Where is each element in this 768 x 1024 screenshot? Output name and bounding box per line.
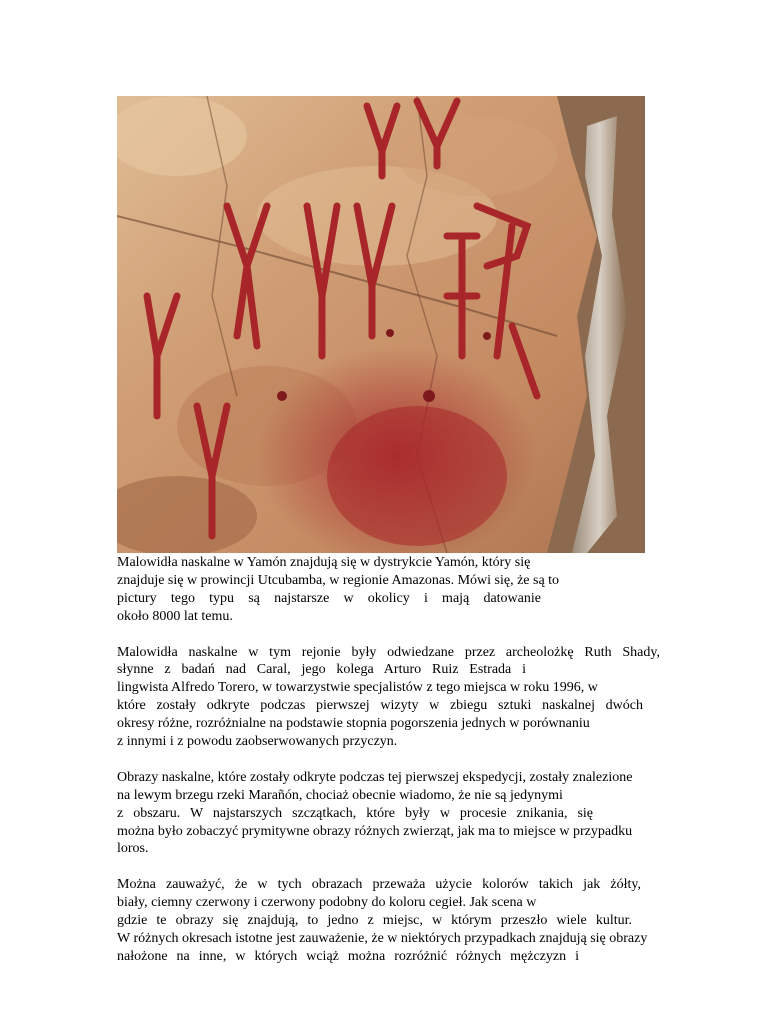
text-line: można było zobaczyć prymitywne obrazy różnych zwierząt, jak ma to miejsce w przypadku xyxy=(117,823,633,839)
text-line: gdzie te obrazy się znajdują, to jedno z miejsc, w którym przeszło wiele kultur. xyxy=(117,913,632,929)
text-line: Malowidła naskalne w tym rejonie były odwiedzane przez archeolożkę Ruth Shady, xyxy=(117,644,660,660)
text-line: Można zauważyć, że w tych obrazach przeważa użycie kolorów takich jak żółty, xyxy=(117,877,641,893)
document-text xyxy=(117,554,692,966)
text-line: W różnych okresach istotne jest zauważenie, że w niektórych przypadkach znajdują się obrazy xyxy=(117,930,648,946)
text-line: Obrazy naskalne, które zostały odkryte podczas tej pierwszej ekspedycji, zostały znalezione xyxy=(117,769,633,785)
text-line: okresy różne, rozróżnialne na podstawie stopnia pogorszenia jednych w porównaniu xyxy=(117,716,590,732)
text-line: około 8000 lat temu. xyxy=(117,608,233,624)
text-line: Malowidła naskalne w Yamón znajdują się w dystrykcie Yamón, który się xyxy=(117,555,531,570)
text-line: słynne z badań nad Caral, jego kolega Arturo Ruiz Estrada i xyxy=(117,662,526,678)
text-line: z innymi i z powodu zaobserwowanych przyczyn. xyxy=(117,734,398,750)
text-line: nałożone na inne, w których wciąż można rozróżnić różnych mężczyzn i xyxy=(117,948,579,964)
text-line: na lewym brzegu rzeki Marañón, chociaż obecnie wiadomo, że nie są jedynymi xyxy=(117,787,563,803)
cave-painting-photo xyxy=(117,96,645,553)
paragraph-4 xyxy=(117,876,692,966)
text-line: lingwista Alfredo Torero, w towarzystwie specjalistów z tego miejsca w roku 1996, w xyxy=(117,680,598,696)
paragraph-2 xyxy=(117,644,692,751)
text-line: loros. xyxy=(117,841,149,857)
cave-painting-image xyxy=(117,96,645,553)
paragraph-1 xyxy=(117,554,692,626)
text-line: znajduje się w prowincji Utcubamba, w regionie Amazonas. Mówi się, że są to xyxy=(117,572,560,588)
text-line: które zostały odkryte podczas pierwszej wizyty w zbiegu sztuki naskalnej dwóch xyxy=(117,698,643,714)
text-line: z obszaru. W najstarszych szczątkach, które były w procesie znikania, się xyxy=(117,805,593,821)
paragraph-3 xyxy=(117,769,692,859)
text-line: biały, ciemny czerwony i czerwony podobny do koloru cegieł. Jak scena w xyxy=(117,895,537,911)
text-line: pictury tego typu są najstarsze w okolicy i mają datowanie xyxy=(117,590,541,606)
